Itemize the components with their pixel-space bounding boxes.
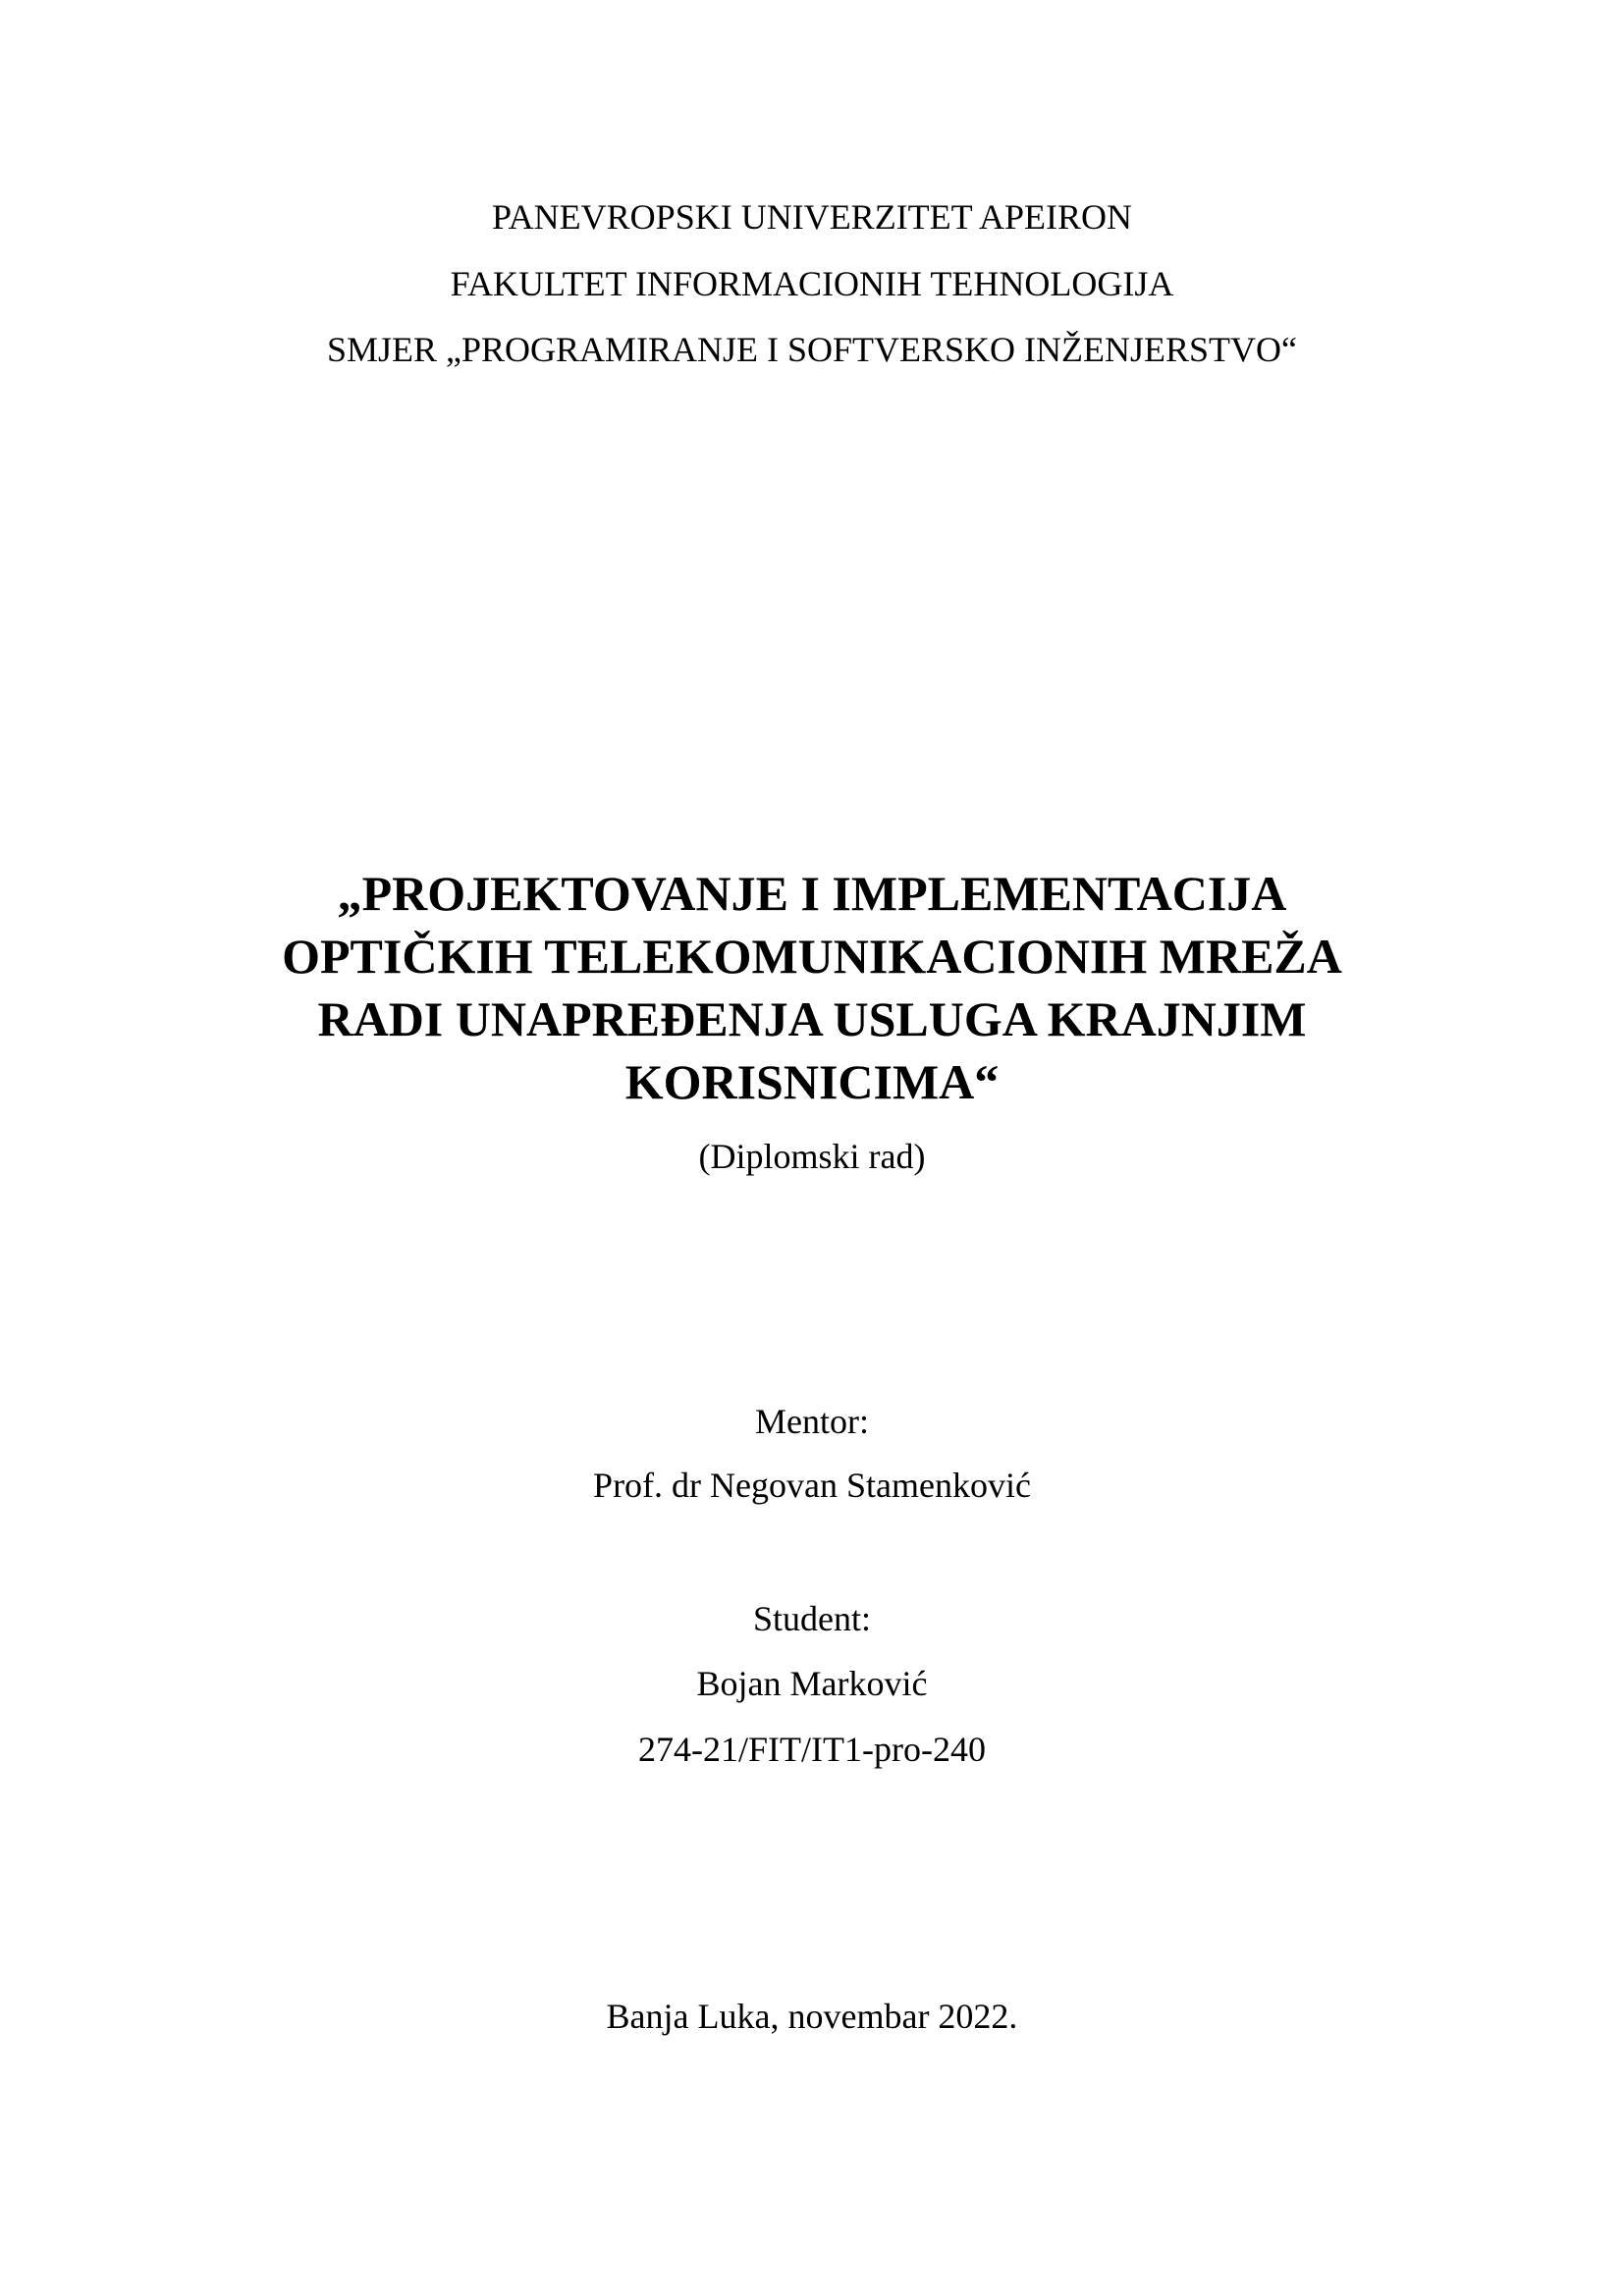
thesis-type: (Diplomski rad)	[698, 1137, 926, 1176]
university-name: PANEVROPSKI UNIVERZITET APEIRON	[491, 197, 1133, 237]
thesis-title-line-2: OPTIČKIH TELEKOMUNIKACIONIH MREŽA	[282, 929, 1342, 984]
thesis-title-line-3: RADI UNAPREĐENJA USLUGA KRAJNJIM	[317, 991, 1307, 1046]
study-program: SMJER „PROGRAMIRANJE I SOFTVERSKO INŽENJERSTVO“	[326, 330, 1298, 369]
student-label: Student:	[752, 1599, 871, 1638]
place-and-date: Banja Luka, novembar 2022.	[606, 1997, 1018, 2036]
student-index: 274-21/FIT/IT1-pro-240	[638, 1730, 986, 1769]
mentor-label: Mentor:	[755, 1402, 869, 1441]
thesis-title-line-1: „PROJEKTOVANJE I IMPLEMENTACIJA	[337, 866, 1287, 921]
mentor-name: Prof. dr Negovan Stamenković	[593, 1466, 1031, 1505]
faculty-name: FAKULTET INFORMACIONIH TEHNOLOGIJA	[450, 264, 1174, 303]
thesis-title-line-4: KORISNICIMA“	[624, 1054, 1000, 1109]
student-name: Bojan Marković	[696, 1664, 928, 1703]
